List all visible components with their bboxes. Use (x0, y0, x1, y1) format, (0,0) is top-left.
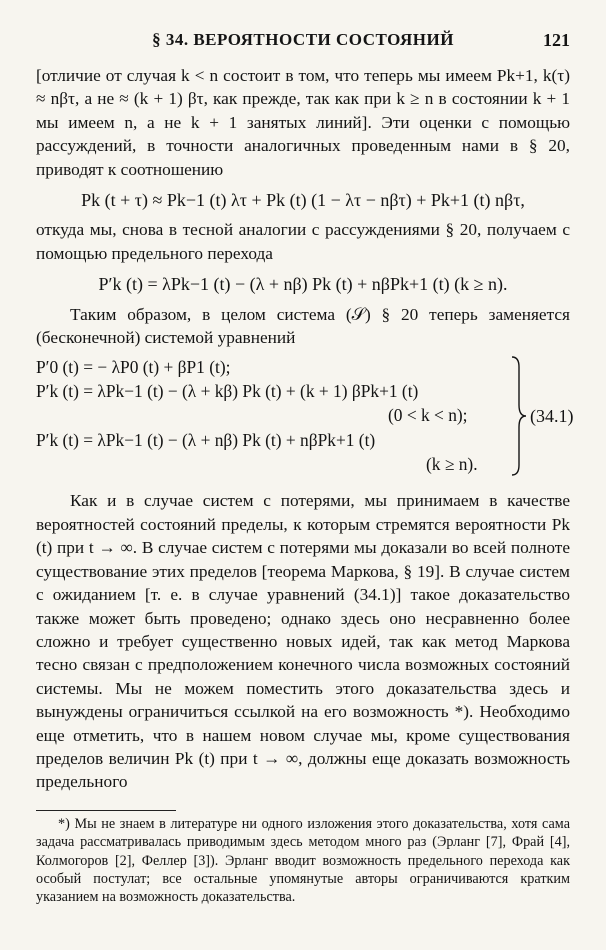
equation-2: P′k (t) = λPk−1 (t) − (λ + nβ) Pk (t) + nβPk+1 (t) (k ≥ n). (98, 274, 508, 295)
footnote-rule (36, 810, 176, 811)
paragraph-4: Как и в случае систем с потерями, мы принимаем в качестве вероятностей состояний пределы, к которым стремятся вероятности Pk (t) при t → ∞. В случае систем с потерями мы доказали во всей полноте существование этих пределов [теорема Маркова, § 19]. В случае систем с ожиданием [т. е. в случае уравнений (34.1)] такое доказательство также может быть проведено; однако здесь оно несравненно более сложно и требует существенно новых идей, так как метод Маркова тесно связан с предположением конечного числа возможных состояний системы. Мы не можем поместить этого доказательства здесь и вынуждены ограничиться ссылкой на его возможность *). Необходимо еще отметить, что в нашем новом случае мы, кроме существования пределов величин Pk (t) при t → ∞, должны еще доказать возможность предельного (36, 491, 570, 792)
system-condition-2: (0 < k < n); (388, 405, 468, 426)
right-brace-icon (510, 355, 528, 477)
equation-system (36, 355, 574, 477)
page-number: 121 (543, 30, 570, 50)
equation-1: Pk (t + τ) ≈ Pk−1 (t) λτ + Pk (t) (1 − λτ − nβτ) + Pk+1 (t) nβτ, (81, 190, 525, 211)
running-title: § 34. ВЕРОЯТНОСТИ СОСТОЯНИЙ (152, 30, 454, 49)
system-line-3: P′k (t) = λPk−1 (t) − (λ + nβ) Pk (t) + nβPk+1 (t) (36, 430, 376, 451)
paragraph-1: [отличие от случая k < n состоит в том, что теперь мы имеем Pk+1, k(τ) ≈ nβτ, а не ≈ (k + 1) βτ, как прежде, так как при k ≥ n в состоянии k + 1 мы имеем n, а не k + 1 занятых линий]. Эти оценки с помощью рассуждений, в точности аналогичных проведенным нами в § 20, приводят к соотношению (36, 66, 570, 179)
paragraph-3: Таким образом, в целом система (𝒮) § 20 теперь заменяется (бесконечной) системой уравнений (36, 304, 570, 348)
system-line-1: P′0 (t) = − λP0 (t) + βP1 (t); (36, 357, 231, 378)
system-condition-3: (k ≥ n). (426, 454, 478, 475)
page-body (36, 64, 574, 907)
system-line-2: P′k (t) = λPk−1 (t) − (λ + kβ) Pk (t) + (k + 1) βPk+1 (t) (36, 381, 419, 402)
page-header (36, 30, 570, 54)
equation-number: (34.1) (530, 406, 574, 427)
footnote: *) Мы не знаем в литературе ни одного изложения этого доказательства, хотя сама задача рассматривалась приводимым здесь методом много раз (Эрланг [7], Фрай [4], Колмогоров [2], Феллер [3]). Эрланг вводит возможность предельного перехода как особый постулат; все остальные упомянутые авторы ограничиваются кратким указанием на возможность доказательства. (36, 815, 570, 906)
paragraph-2: откуда мы, снова в тесной аналогии с рассуждениями § 20, получаем с помощью предельного перехода (36, 220, 570, 263)
